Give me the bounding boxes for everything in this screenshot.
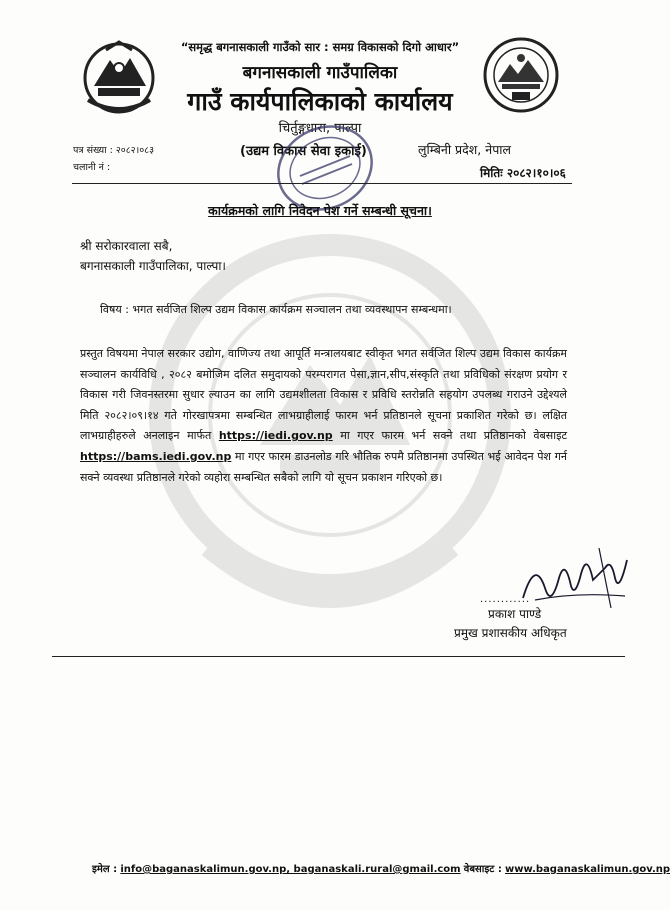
notice-body (80, 344, 567, 488)
province-name: लुम्बिनी प्रदेश, नेपाल (418, 142, 512, 157)
signatory-name: प्रकाश पाण्डे (488, 607, 542, 621)
signatory-title: प्रमुख प्रशासकीय अधिकृत (454, 626, 567, 640)
addressee-line-1: श्री सरोकारवाला सबै, (80, 239, 173, 253)
body-part-3: मा गएर फारम डाउनलोड गरि भौतिक रुपमै प्रतिष्ठानमा उपस्थित भई आवेदन पेश गर्न सक्ने व्यवस्था प्रतिष्ठानले गरेको व्यहोरा सम्बन्धित सबैको लागि यो सूचन प्रकाशन गरिएको छ। (80, 449, 567, 484)
email-label: इमेल : (92, 864, 118, 875)
reference-number: पत्र संख्या : २०८२।०८३ (73, 145, 155, 156)
header-divider (72, 183, 572, 184)
unit-name: (उद्यम विकास सेवा इकाई) (240, 144, 367, 159)
letter-date: मितिः २०८२।१०।०६ (480, 166, 566, 180)
subject-line: विषय : भगत सर्वजित शिल्प उद्यम विकास कार्यक्रम सञ्चालन तथा व्यवस्थापन सम्बन्धमा। (100, 303, 452, 316)
website-link[interactable]: www.baganaskalimun.gov.np (505, 864, 670, 875)
iedi-link[interactable]: https://iedi.gov.np (218, 429, 333, 443)
notice-title: कार्यक्रमको लागि निवेदन पेश गर्ने सम्बन्धी सूचना। (208, 203, 432, 218)
website-label: वेबसाइट : (463, 864, 502, 875)
signature-line: ............ (480, 594, 531, 605)
addressee-line-2: बगनासकाली गाउँपालिका, पाल्पा। (80, 259, 226, 273)
body-part-1: प्रस्तुत विषयमा नेपाल सरकार उद्योग, वाणिज्य तथा आपूर्ति मन्त्रालयबाट स्वीकृत भगत सर्वजित शिल्प उद्यम विकास कार्यक्रम सञ्चालन कार्यविधि , २०८२ बमोजिम दलित समुदायको परम्परागत पेसा,ज्ञान,सीप,संस्कृति तथा प्रविधिको संरक्षण प्रयोग र विकास गरी जिवनस्तरमा सुधार ल्याउन का लागि उद्यमशीलता विकास र प्रविधि स्तरोन्नति सहयोग उपलब्ध गराउने उद्देश्यले मिति २०८२।०९।१४ गते गोरखापत्रमा सम्बन्धित लाभग्राहीलाई फारम भर्न प्रतिष्ठानले सूचना प्रकाशित गरेको छ। लक्षित लाभग्राहीहरुले अनलाइन मार्फत (80, 347, 567, 443)
body-divider (52, 656, 625, 657)
footer-contact (92, 861, 670, 875)
body-part-2: मा गएर फारम भर्न सक्ने तथा प्रतिष्ठानको वेबसाइट (340, 429, 568, 443)
municipality-name: बगनासकाली गाउँपालिका (242, 63, 398, 83)
motto: “समृद्ध बगनासकाली गाउँको सार : समग्र विकासको दिगो आधार” (180, 40, 460, 54)
office-title: गाउँ कार्यपालिकाको कार्यालय (187, 87, 453, 116)
office-location: चिर्तुङ्गधारा, पाल्पा (278, 121, 362, 136)
bams-link[interactable]: https://bams.iedi.gov.np (80, 449, 232, 463)
email-links[interactable]: info@baganaskalimun.gov.np, baganaskali.rural@gmail.com (120, 864, 461, 875)
dispatch-number: चलानी नं : (73, 162, 111, 173)
